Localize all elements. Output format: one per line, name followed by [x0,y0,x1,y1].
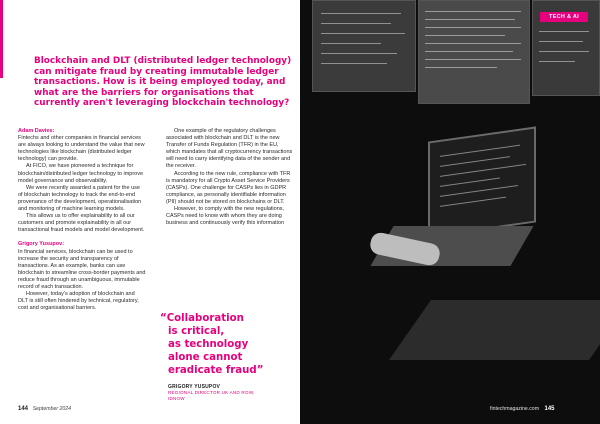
quote-author-company: IDNOW [168,396,185,401]
laptop-screen [428,126,536,237]
quote-line: alone cannot [168,352,243,363]
paragraph: However, today's adoption of blockchain and DLT is still often hindered by technical, regulatory, cost and organisational barriers. [18,291,139,312]
quote-line: is critical, [168,326,225,337]
section-tag: TECH & AI [540,12,588,22]
background-monitor [418,0,530,104]
quote-line: “Collaboration [160,313,244,324]
magazine-url: fintechmagazine.com [490,406,540,412]
paragraph: In financial services, blockchain can be used to increase the security and transparency of transactions. As an example, banks can use blockchain to streamline cross-border payments and reduce fraud through an unambiguous, immutable record of each transaction. [18,248,146,290]
speaker-name: Adam Davies: [18,128,55,134]
quote-line: as technology [168,339,249,350]
pull-quote-text [160,312,288,377]
page-number: 145 [544,406,555,412]
background-monitor [312,0,416,92]
paragraph: According to the new rule, compliance with TFR is mandatory for all Crypto Asset Service Providers (CASPs). One challenge for CASPs lies in GDPR compliance, as personally identifiable information (PII) should not be stored on blockchains or DLT. [166,170,291,205]
paragraph: At FICO, we have pioneered a technique for blockchain/distributed ledger technology to improve model governance and observability. [18,163,144,184]
accent-bar [0,0,3,78]
footer-left [18,406,71,412]
quote-line: eradicate fraud” [168,365,264,376]
quote-author-title: REGIONAL DIRECTOR UK AND ROW, [168,390,255,395]
article-column-left [18,128,146,312]
paragraph: Fintechs and other companies in financial services are always looking to understand the value that new technologies like blockchain (distributed ledger technology) can provide. [18,135,145,163]
article-column-right [166,128,294,227]
page-number: 144 [18,406,29,412]
paragraph: However, to comply with the new regulations, CASPs need to know with whom they are doing business and continuously verify this information [166,206,285,227]
right-page-photo [300,0,600,424]
speaker-name: Grigory Yusupov: [18,241,65,248]
paragraph: One example of the regulatory challenges associated with blockchain and DLT is the new Transfer of Funds Regulation (TFR) in the EU, which mandates that all cryptocurrency transactions will need to carry identifying data of the sender and the receiver. [166,128,293,170]
quote-attribution [160,384,288,402]
footer-right [490,406,555,412]
paragraph: We were recently awarded a patent for the use of blockchain technology to track the end-to-end provenance of the development, operationalisation and monitoring of machine learning models. [18,184,142,213]
paragraph: This allows us to offer explainability to all our customers and promote explainability in all our transactional fraud models and model development. [18,213,145,234]
pull-quote [160,312,288,402]
quote-author-name: GRIGORY YUSUPOV [168,384,221,390]
desk-keyboard [389,300,600,360]
issue-date: September 2024 [32,406,72,412]
page-headline: Blockchain and DLT (distributed ledger technology) can mitigate fraud by creating immutable ledger transactions. How is it being employed today, and what are the barriers for organisations that currently aren't leveraging blockchain technology? [34,56,292,109]
